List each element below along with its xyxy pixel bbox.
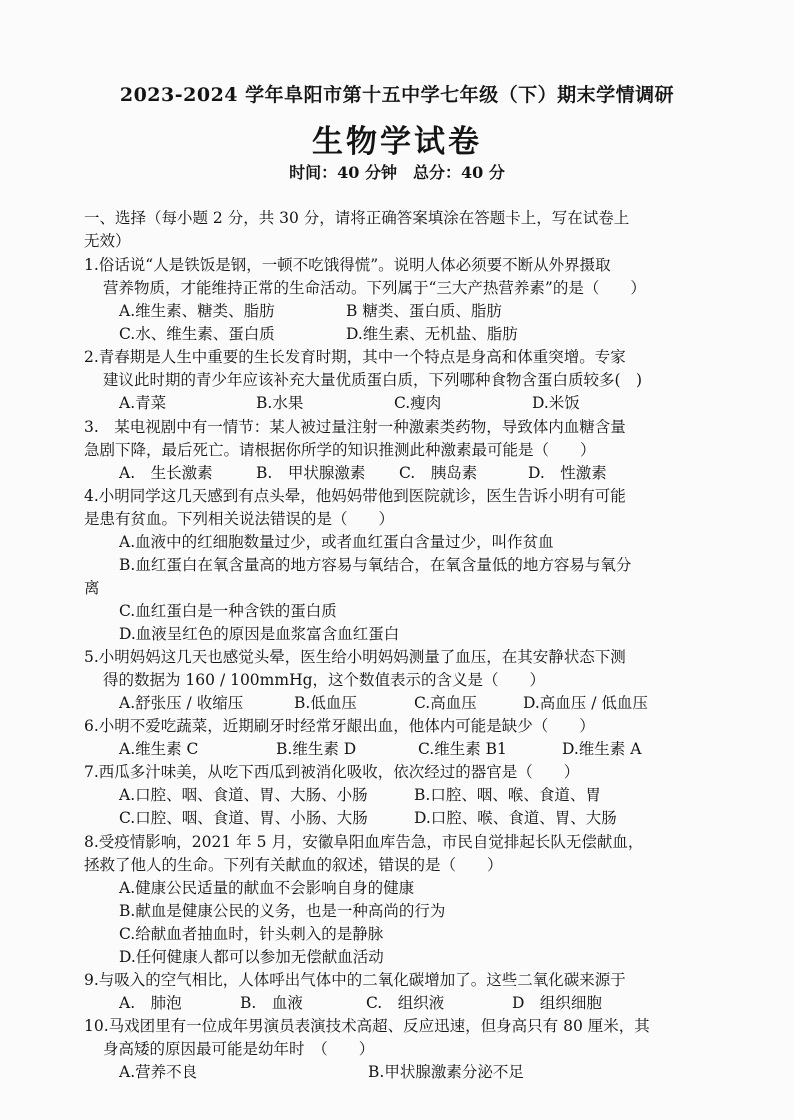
question-4-option-c: C.血红蛋白是一种含铁的蛋白质	[119, 602, 337, 620]
question-9-option-d: D 组织细胞	[512, 994, 602, 1012]
question-9-option-b: B. 血液	[240, 994, 303, 1012]
question-4-option-b-cont: 离	[84, 579, 100, 597]
question-10-stem-cont: 身高矮的原因最可能是幼年时 （ ）	[103, 1040, 375, 1058]
question-1-option-a: A.维生素、糖类、脂肪	[119, 302, 275, 320]
question-5-option-b: B.低血压	[294, 694, 357, 712]
question-8-option-d: D.任何健康人都可以参加无偿献血活动	[119, 948, 384, 966]
question-5-option-c: C.高血压	[414, 694, 477, 712]
question-4-option-d: D.血液呈红色的原因是血浆富含血红蛋白	[119, 625, 400, 643]
question-7-option-c: C.口腔、咽、食道、胃、小肠、大肠	[119, 809, 368, 827]
exam-meta: 时间：40 分钟 总分：40 分	[289, 163, 505, 182]
section-instruction: 一、选择（每小题 2 分，共 30 分，请将正确答案填涂在答题卡上，写在试卷上	[84, 209, 630, 227]
question-1-option-c: C.水、维生素、蛋白质	[119, 325, 275, 343]
question-3-option-d: D. 性激素	[528, 464, 607, 482]
question-7-option-a: A.口腔、咽、食道、胃、大肠、小肠	[119, 786, 368, 804]
question-6-option-a: A.维生素 C	[119, 740, 199, 758]
question-5-option-d: D.高血压 / 低血压	[523, 694, 648, 712]
question-2-stem: 2.青春期是人生中重要的生长发育时期，其中一个特点是身高和体重突增。专家	[84, 348, 626, 366]
question-10-option-a: A.营养不良	[119, 1063, 198, 1081]
question-1-stem-cont: 营养物质，才能维持正常的生命活动。下列属于“三大产热营养素”的是（ ）	[103, 279, 646, 297]
question-8-option-b: B.献血是健康公民的义务，也是一种高尚的行为	[119, 902, 446, 920]
question-8-option-c: C.给献血者抽血时，针头刺入的是静脉	[119, 925, 384, 943]
question-4-option-b: B.血红蛋白在氧含量高的地方容易与氧结合，在氧含量低的地方容易与氧分	[119, 556, 632, 574]
question-5-stem-cont: 得的数据为 160 / 100mmHg，这个数值表示的含义是（ ）	[103, 671, 546, 689]
question-6-option-b: B.维生素 D	[276, 740, 357, 758]
question-3-option-b: B. 甲状腺激素	[256, 464, 366, 482]
question-6-option-d: D.维生素 A	[562, 740, 642, 758]
exam-heading: 2023-2024 学年阜阳市第十五中学七年级（下）期末学情调研	[119, 84, 675, 106]
question-5-stem: 5.小明妈妈这几天也感觉头晕，医生给小明妈妈测量了血压，在其安静状态下测	[84, 648, 626, 666]
question-2-option-a: A.青菜	[119, 394, 167, 412]
question-10-stem: 10.马戏团里有一位成年男演员表演技术高超、反应迅速，但身高只有 80 厘米，其	[84, 1017, 650, 1035]
question-9-option-c: C. 组织液	[366, 994, 445, 1012]
question-3-stem-cont: 急剧下降，最后死亡。请根据你所学的知识推测此种激素最可能是（ ）	[84, 441, 596, 459]
question-2-option-b: B.水果	[256, 394, 304, 412]
question-7-option-d: D.口腔、喉、食道、胃、大肠	[414, 809, 617, 827]
question-2-stem-cont: 建议此时期的青少年应该补充大量优质蛋白质，下列哪种食物含蛋白质较多( )	[103, 371, 643, 389]
question-1-stem: 1.俗话说“人是铁饭是钢，一顿不吃饿得慌”。说明人体必须要不断从外界摄取	[84, 256, 611, 274]
question-3-option-a: A. 生长激素	[119, 464, 213, 482]
question-7-option-b: B.口腔、咽、喉、食道、胃	[414, 786, 601, 804]
exam-title: 生物学试卷	[312, 124, 482, 160]
question-9-stem: 9.与吸入的空气相比，人体呼出气体中的二氧化碳增加了。这些二氧化碳来源于	[84, 971, 626, 989]
question-6-stem: 6.小明不爱吃蔬菜，近期刷牙时经常牙龈出血，他体内可能是缺少（ ）	[84, 717, 595, 735]
question-8-stem-cont: 拯救了他人的生命。下列有关献血的叙述，错误的是（ ）	[84, 856, 503, 874]
question-6-option-c: C.维生素 B1	[418, 740, 507, 758]
question-2-option-d: D.米饭	[532, 394, 580, 412]
question-3-stem: 3. 某电视剧中有一情节：某人被过量注射一种激素类药物，导致体内血糖含量	[84, 418, 626, 436]
question-1-option-b: B 糖类、蛋白质、脂肪	[346, 302, 502, 320]
question-2-option-c: C.瘦肉	[394, 394, 442, 412]
question-4-stem-cont: 是患有贫血。下列相关说法错误的是（ ）	[84, 510, 395, 528]
section-instruction-cont: 无效）	[84, 232, 131, 250]
question-8-option-a: A.健康公民适量的献血不会影响自身的健康	[119, 879, 415, 897]
question-8-stem: 8.受疫情影响，2021 年 5 月，安徽阜阳血库告急，市民自觉排起长队无偿献血，	[84, 833, 644, 851]
question-1-option-d: D.维生素、无机盐、脂肪	[346, 325, 518, 343]
question-3-option-c: C. 胰岛素	[399, 464, 478, 482]
question-7-stem: 7.西瓜多汁味美，从吃下西瓜到被消化吸收，依次经过的器官是（ ）	[84, 763, 580, 781]
question-4-stem: 4.小明同学这几天感到有点头晕，他妈妈带他到医院就诊，医生告诉小明有可能	[84, 487, 626, 505]
question-4-option-a: A.血液中的红细胞数量过少，或者血红蛋白含量过少，叫作贫血	[119, 533, 554, 551]
question-9-option-a: A. 肺泡	[119, 994, 182, 1012]
question-5-option-a: A.舒张压 / 收缩压	[119, 694, 244, 712]
question-10-option-b: B.甲状腺激素分泌不足	[368, 1063, 524, 1081]
